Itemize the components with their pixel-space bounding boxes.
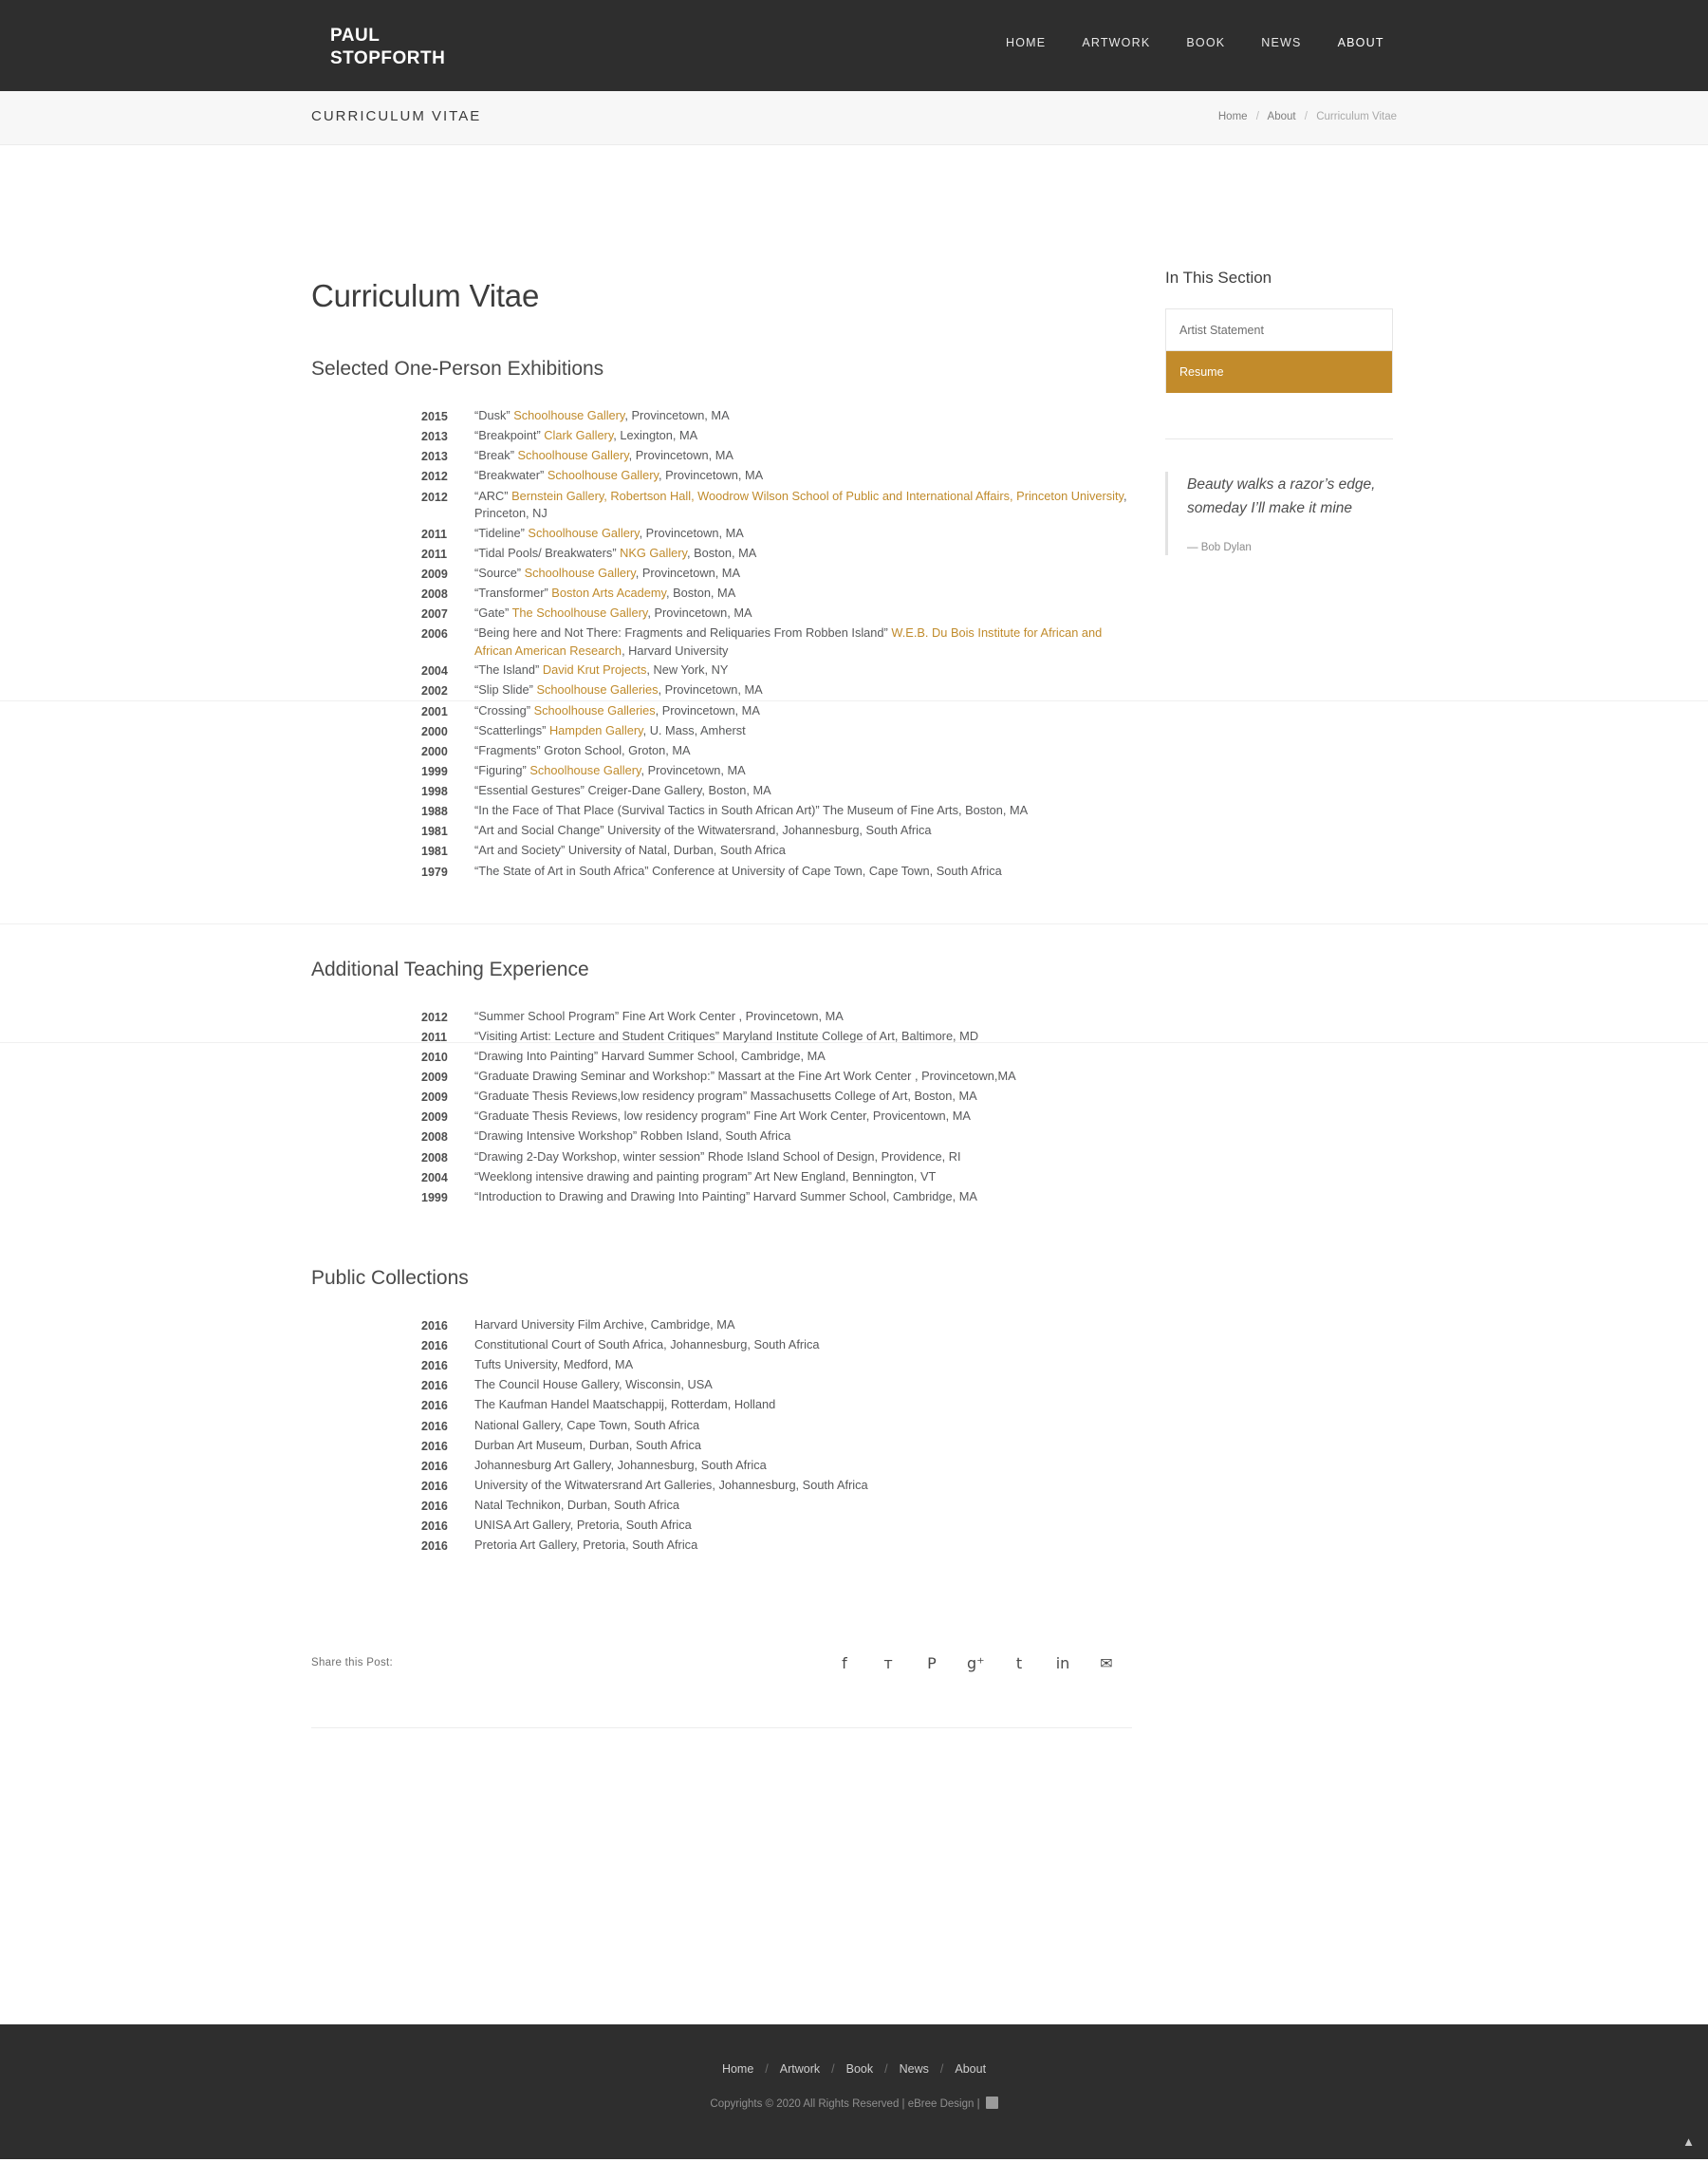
cv-row-year: 2011 (421, 527, 448, 541)
cv-row-year: 2016 (421, 1539, 448, 1554)
cv-row-location: , Princeton, NJ (474, 488, 1127, 521)
cv-row-title: “Art and Society” University of Natal, Durban, South Africa (474, 843, 786, 858)
cv-row-text (474, 545, 756, 563)
copyright-label: Copyrights © 2020 All Rights Reserved | eBree Design | (710, 2098, 980, 2110)
cv-row (311, 488, 1132, 525)
cv-row-title: Pretoria Art Gallery, Pretoria, South Africa (474, 1538, 698, 1553)
cv-row-year: 2016 (421, 1519, 448, 1534)
main-navigation (1006, 36, 1384, 49)
cv-row (311, 605, 1132, 624)
cv-row-text (474, 605, 752, 623)
cv-row-text (474, 681, 763, 699)
cv-row-text (474, 762, 746, 780)
cv-row-year: 1999 (421, 764, 448, 778)
cv-row-year: 2016 (421, 1339, 448, 1353)
cv-row-title: “Tidal Pools/ Breakwaters” (474, 545, 621, 560)
section-heading-teaching: Additional Teaching Experience (311, 958, 589, 980)
nav-item-book[interactable]: BOOK (1186, 36, 1226, 49)
cv-row (311, 1088, 1132, 1108)
cv-row (311, 1396, 1132, 1416)
cv-row-venue-link[interactable]: Boston Arts Academy (551, 585, 666, 600)
cv-row-venue-link[interactable]: The Schoolhouse Gallery (511, 606, 648, 621)
cv-row-year: 2008 (421, 1150, 448, 1165)
cv-row-title: University of the Witwatersrand Art Galleries, Johannesburg, South Africa (474, 1477, 868, 1492)
footer-nav-item-news[interactable]: News (899, 2062, 929, 2076)
cv-row-title: “The Island” (474, 662, 543, 678)
section-heading-collections: Public Collections (311, 1266, 469, 1289)
cv-row-venue-link[interactable]: David Krut Projects (542, 662, 647, 678)
cv-row (311, 1497, 1132, 1517)
cv-row-text (474, 1048, 826, 1066)
cv-row (311, 545, 1132, 565)
cv-row-venue-link[interactable]: Schoolhouse Gallery (517, 448, 629, 463)
cv-row-year: 2009 (421, 567, 448, 581)
cv-row-location: , Provincetown, MA (655, 702, 760, 718)
cv-row-text (474, 1457, 767, 1475)
logo-line-2: STOPFORTH (330, 47, 446, 68)
cv-row (311, 681, 1132, 701)
breadcrumb-about[interactable]: About (1267, 111, 1296, 122)
share-bar (311, 1644, 1132, 1682)
cv-row-title: “Weeklong intensive drawing and painting program” Art New England, Bennington, VT (474, 1168, 937, 1184)
cv-row (311, 447, 1132, 467)
cv-row-year: 2004 (421, 1170, 448, 1184)
cv-row-text (474, 742, 691, 760)
cv-row-year: 2000 (421, 724, 448, 738)
cv-row-text (474, 1068, 1016, 1086)
logo-line-1: PAUL (330, 26, 381, 46)
cv-row-text (474, 1148, 961, 1166)
cv-row-year: 1988 (421, 805, 448, 819)
cv-row-title: “Drawing Intensive Workshop” Robben Island, South Africa (474, 1128, 791, 1144)
cv-row-year: 2016 (421, 1439, 448, 1453)
breadcrumb-current: Curriculum Vitae (1316, 111, 1397, 122)
email-icon[interactable]: ✉ (1100, 1653, 1113, 1672)
cv-row-title: The Kaufman Handel Maatschappij, Rotterdam, Holland (474, 1397, 776, 1412)
cv-list-teaching (311, 1008, 1132, 1208)
cv-row (311, 407, 1132, 427)
cv-row-text (474, 1417, 699, 1435)
cv-row-title: Durban Art Museum, Durban, South Africa (474, 1437, 701, 1452)
cv-row-text (474, 1088, 977, 1106)
cv-row-venue-link[interactable]: Schoolhouse Gallery (547, 468, 659, 483)
cv-row-title: “Summer School Program” Fine Art Work Center , Provincetown, MA (474, 1008, 844, 1023)
cv-row-year: 2012 (421, 1010, 448, 1024)
cv-row-text (474, 447, 733, 465)
cv-row-title: “Crossing” (474, 702, 534, 718)
cv-row-title: “ARC” (474, 488, 512, 503)
cv-row-title: “Drawing Into Painting” Harvard Summer School, Cambridge, MA (474, 1048, 826, 1063)
cv-row-location: , Lexington, MA (613, 428, 698, 443)
cv-row-title: “Slip Slide” (474, 682, 537, 698)
cv-row-text (474, 467, 763, 485)
cv-row (311, 1537, 1132, 1556)
cv-row-title: National Gallery, Cape Town, South Africa (474, 1417, 700, 1432)
footer-nav-item-home[interactable]: Home (721, 2062, 754, 2076)
cv-row-title: “Gate” (474, 606, 512, 621)
cv-row-text (474, 1376, 713, 1394)
cv-row-text (474, 802, 1028, 820)
cv-row (311, 565, 1132, 585)
cv-row-text (474, 842, 786, 860)
cv-row-year: 2009 (421, 1090, 448, 1105)
cv-row (311, 782, 1132, 802)
cv-row (311, 1128, 1132, 1147)
cv-row-title: Constitutional Court of South Africa, Johannesburg, South Africa (474, 1337, 820, 1352)
cv-row-title: The Council House Gallery, Wisconsin, USA (474, 1377, 713, 1392)
cv-row-location: , Provincetown, MA (628, 448, 733, 463)
cv-row-year: 2011 (421, 547, 448, 561)
nav-item-home[interactable]: HOME (1006, 36, 1047, 49)
cv-row-year: 2015 (421, 410, 448, 423)
cv-row-text (474, 565, 740, 583)
cv-row-year: 1981 (421, 845, 448, 859)
cv-row-year: 1998 (421, 785, 448, 799)
footer-nav-item-artwork[interactable]: Artwork (779, 2062, 821, 2076)
cv-row-venue-link[interactable]: Schoolhouse Gallery (528, 525, 640, 540)
cv-row-text (474, 1188, 977, 1206)
cv-row-text (474, 407, 730, 425)
footer-separator: / (765, 2062, 769, 2076)
cv-row-text (474, 1437, 701, 1455)
share-icon-list (836, 1654, 1132, 1672)
image-icon (986, 2097, 998, 2109)
breadcrumb-home[interactable]: Home (1217, 111, 1248, 122)
share-label: Share this Post: (311, 1657, 393, 1669)
cv-row-title: “Break” (474, 448, 518, 463)
cv-row (311, 1457, 1132, 1477)
cv-row-title: “Graduate Thesis Reviews,low residency program” Massachusetts College of Art, Boston, MA (474, 1089, 977, 1104)
cv-row-title: “Breakwater” (474, 468, 548, 483)
cv-row-year: 2008 (421, 1130, 448, 1145)
breadcrumb (1218, 111, 1397, 122)
cv-row-text (474, 1316, 735, 1334)
cv-row-text (474, 1108, 971, 1126)
cv-row-venue-link[interactable]: Schoolhouse Galleries (533, 702, 656, 718)
content-bottom-rule (311, 1727, 1132, 1728)
cv-row (311, 1437, 1132, 1457)
cv-row-text (474, 1477, 868, 1495)
cv-row-text (474, 1356, 633, 1374)
cv-row-location: , Provincetown, MA (635, 565, 741, 580)
cv-row-year: 2013 (421, 450, 448, 464)
cv-row-title: “In the Face of That Place (Survival Tactics in South African Art)” The Museum of Fine Arts, Boston, MA (474, 803, 1029, 818)
cv-row (311, 662, 1132, 681)
cv-row-venue-link[interactable]: W.E.B. Du Bois Institute for African and African American Research (474, 625, 1103, 658)
cv-row (311, 1168, 1132, 1188)
google-plus-icon[interactable]: g⁺ (967, 1653, 985, 1672)
cv-row-text (474, 427, 697, 445)
cv-row-title: “Source” (474, 565, 525, 580)
cv-row-location: , Provincetown, MA (658, 468, 764, 483)
cv-row (311, 762, 1132, 782)
cv-row (311, 1048, 1132, 1068)
cv-row-year: 2008 (421, 587, 448, 601)
cv-row (311, 802, 1132, 822)
pinterest-icon[interactable]: P (927, 1653, 937, 1672)
cv-row-text (474, 624, 1129, 660)
cv-list-exhibitions (311, 407, 1132, 883)
cv-row-text (474, 1128, 790, 1146)
cv-row-location: , Boston, MA (665, 585, 736, 600)
cv-row-title: “Art and Social Change” University of the Witwatersrand, Johannesburg, South Africa (474, 823, 932, 838)
cv-row (311, 1336, 1132, 1356)
cv-row-title: “Being here and Not There: Fragments and Reliquaries From Robben Island” (474, 625, 892, 641)
cv-row (311, 742, 1132, 762)
cv-row-text (474, 722, 746, 740)
cv-row-year: 1981 (421, 825, 448, 839)
cv-row-title: UNISA Art Gallery, Pretoria, South Africa (474, 1518, 692, 1533)
sidebar-quote (1165, 472, 1393, 555)
sidebar (1165, 240, 1393, 555)
cv-row-title: “Scatterlings” (474, 722, 549, 737)
cv-row-year: 2001 (421, 704, 448, 718)
footer-nav-item-about[interactable]: About (955, 2062, 987, 2076)
cv-row-title: “Fragments” Groton School, Groton, MA (474, 742, 691, 757)
sidebar-item-resume[interactable] (1166, 351, 1392, 393)
cv-row (311, 467, 1132, 487)
footer-nav-item-book[interactable]: Book (845, 2062, 874, 2076)
sidebar-list (1165, 308, 1393, 393)
cv-row-text (474, 1028, 978, 1046)
cv-row-title: “Introduction to Drawing and Drawing Into Painting” Harvard Summer School, Cambridge, MA (474, 1188, 977, 1203)
nav-item-about[interactable]: ABOUT (1337, 36, 1384, 49)
sidebar-title: In This Section (1165, 269, 1272, 287)
footer-navigation (0, 2062, 1708, 2076)
cv-row-year: 2016 (421, 1479, 448, 1493)
cv-row-title: “Transformer” (474, 585, 552, 600)
cv-row-text (474, 702, 760, 720)
sidebar-divider (1165, 438, 1393, 439)
cv-row-venue-link[interactable]: Schoolhouse Gallery (524, 565, 636, 580)
cv-row-text (474, 1497, 679, 1515)
cv-row (311, 1008, 1132, 1028)
cv-row-venue-link[interactable]: Schoolhouse Galleries (536, 682, 659, 698)
scroll-to-top-button[interactable]: ▲ (1682, 2134, 1695, 2149)
page-body (0, 145, 1708, 2024)
cv-row-year: 2010 (421, 1050, 448, 1064)
cv-row-title: “Figuring” (474, 762, 530, 777)
cv-row (311, 1517, 1132, 1537)
main-content (311, 240, 1132, 1728)
quote-text: Beauty walks a razor’s edge, someday I’ll make it mine (1187, 476, 1376, 516)
cv-row-location: , Provincetown, MA (658, 682, 763, 698)
nav-item-artwork[interactable]: ARTWORK (1082, 36, 1151, 49)
cv-row-year: 2006 (421, 627, 448, 642)
cv-row-year: 2016 (421, 1459, 448, 1473)
cv-row-year: 2004 (421, 664, 448, 679)
page-title: Curriculum Vitae (311, 278, 540, 313)
cv-row-title: “Tideline” (474, 525, 529, 540)
cv-row-location: , U. Mass, Amherst (642, 722, 746, 737)
cv-row-title: Harvard University Film Archive, Cambridge, MA (474, 1316, 735, 1332)
cv-row-year: 2012 (421, 470, 448, 484)
cv-row-year: 2016 (421, 1419, 448, 1433)
facebook-icon[interactable]: f (842, 1653, 847, 1672)
cv-row (311, 842, 1132, 862)
cv-row (311, 525, 1132, 545)
sidebar-item-artist-statement[interactable] (1166, 309, 1392, 351)
cv-row-year: 2016 (421, 1399, 448, 1413)
cv-row-year: 2016 (421, 1500, 448, 1514)
sidebar-item-label: Resume (1179, 364, 1224, 379)
cv-row-title: “Graduate Drawing Seminar and Workshop:” Massart at the Fine Art Work Center , Provincetown,MA (474, 1069, 1016, 1084)
tumblr-icon[interactable]: t (1015, 1653, 1023, 1672)
cv-row (311, 585, 1132, 605)
footer-separator: / (884, 2062, 888, 2076)
cv-list-collections (311, 1316, 1132, 1557)
cv-row (311, 1028, 1132, 1048)
breadcrumb-separator: / (1255, 111, 1259, 122)
cv-row-title: “Graduate Thesis Reviews, low residency program” Fine Art Work Center, Provicentown, MA (474, 1109, 971, 1124)
cv-row-venue-link[interactable]: Schoolhouse Gallery (529, 762, 641, 777)
cv-row-title: “The State of Art in South Africa” Conference at University of Cape Town, Cape Town, South Africa (474, 863, 1002, 878)
cv-row-year: 2007 (421, 607, 448, 622)
cv-row (311, 1356, 1132, 1376)
section-heading-exhibitions: Selected One-Person Exhibitions (311, 358, 604, 380)
cv-row (311, 1188, 1132, 1208)
cv-row-year: 2016 (421, 1318, 448, 1333)
cv-row (311, 1148, 1132, 1168)
footer-separator: / (831, 2062, 835, 2076)
cv-row-venue-link[interactable]: Hampden Gallery (548, 722, 643, 737)
footer-separator: / (939, 2062, 944, 2076)
breadcrumb-separator: / (1304, 111, 1308, 122)
cv-row-text (474, 488, 1129, 523)
cv-row-venue-link[interactable]: Bernstein Gallery, Robertson Hall, Woodrow Wilson School of Public and International Affairs, Princeton University (511, 488, 1123, 503)
cv-row-year: 1979 (421, 865, 448, 879)
cv-row-venue-link[interactable]: NKG Gallery (620, 545, 688, 560)
cv-row (311, 702, 1132, 722)
cv-row-title: Johannesburg Art Gallery, Johannesburg, South Africa (474, 1457, 767, 1472)
page-title-small: CURRICULUM VITAE (311, 108, 482, 124)
cv-row-year: 2013 (421, 430, 448, 444)
cv-row-year: 2009 (421, 1071, 448, 1085)
cv-row-text (474, 1336, 820, 1354)
page-subheader (0, 91, 1708, 145)
cv-row (311, 1417, 1132, 1437)
cv-row (311, 624, 1132, 662)
site-logo[interactable] (330, 25, 445, 70)
cv-row (311, 1068, 1132, 1088)
cv-row-text (474, 662, 728, 680)
cv-row-title: “Visiting Artist: Lecture and Student Critiques” Maryland Institute College of Art, Baltimore, MD (474, 1028, 979, 1043)
cv-row-year: 2000 (421, 744, 448, 758)
cv-row-year: 1999 (421, 1190, 448, 1204)
cv-row-text (474, 1168, 936, 1186)
nav-item-news[interactable]: NEWS (1261, 36, 1302, 49)
cv-row-location: , New York, NY (646, 662, 729, 678)
cv-row (311, 863, 1132, 883)
sidebar-item-label: Artist Statement (1179, 323, 1264, 337)
cv-row-venue-link[interactable]: Clark Gallery (544, 428, 614, 443)
cv-row-location: , Provincetown, MA (647, 606, 752, 621)
cv-row-text (474, 585, 735, 603)
site-footer (0, 2024, 1708, 2159)
cv-row-year: 2016 (421, 1379, 448, 1393)
cv-row (311, 1376, 1132, 1396)
cv-row-location: , Boston, MA (687, 545, 757, 560)
cv-row-location: , Provincetown, MA (624, 408, 730, 422)
cv-row-text (474, 1517, 692, 1535)
cv-row-text (474, 1008, 844, 1026)
cv-row-text (474, 1396, 775, 1414)
cv-row-text (474, 525, 744, 543)
cv-row-title: “Drawing 2-Day Workshop, winter session” Rhode Island School of Design, Providence, RI (474, 1148, 961, 1164)
linkedin-icon[interactable]: in (1055, 1653, 1070, 1672)
cv-row-text (474, 822, 932, 840)
cv-row-venue-link[interactable]: Schoolhouse Gallery (513, 408, 625, 422)
quote-author: — Bob Dylan (1187, 541, 1252, 553)
cv-row-location: , Harvard University (622, 643, 729, 658)
cv-row-location: , Provincetown, MA (640, 762, 746, 777)
cv-row-title: “Essential Gestures” Creiger-Dane Gallery, Boston, MA (474, 783, 771, 798)
cv-row-year: 2012 (421, 490, 448, 504)
cv-row-year: 2016 (421, 1359, 448, 1373)
twitter-icon[interactable]: ᴛ (883, 1653, 893, 1672)
cv-row (311, 1316, 1132, 1336)
cv-row (311, 1477, 1132, 1497)
site-header (0, 0, 1708, 91)
copyright-text (0, 2097, 1708, 2110)
cv-row-text (474, 863, 1002, 881)
cv-row-location: , Provincetown, MA (639, 525, 744, 540)
cv-row-year: 2009 (421, 1110, 448, 1125)
cv-row (311, 1108, 1132, 1128)
cv-row-title: Tufts University, Medford, MA (474, 1357, 634, 1372)
cv-row-title: Natal Technikon, Durban, South Africa (474, 1498, 680, 1513)
cv-row-text (474, 1537, 697, 1555)
cv-row-year: 2002 (421, 684, 448, 699)
cv-row (311, 427, 1132, 447)
cv-row-year: 2011 (421, 1030, 448, 1044)
cv-row-title: “Dusk” (474, 408, 514, 422)
cv-row (311, 822, 1132, 842)
cv-row-title: “Breakpoint” (474, 428, 545, 443)
cv-row-text (474, 782, 771, 800)
cv-row (311, 722, 1132, 742)
